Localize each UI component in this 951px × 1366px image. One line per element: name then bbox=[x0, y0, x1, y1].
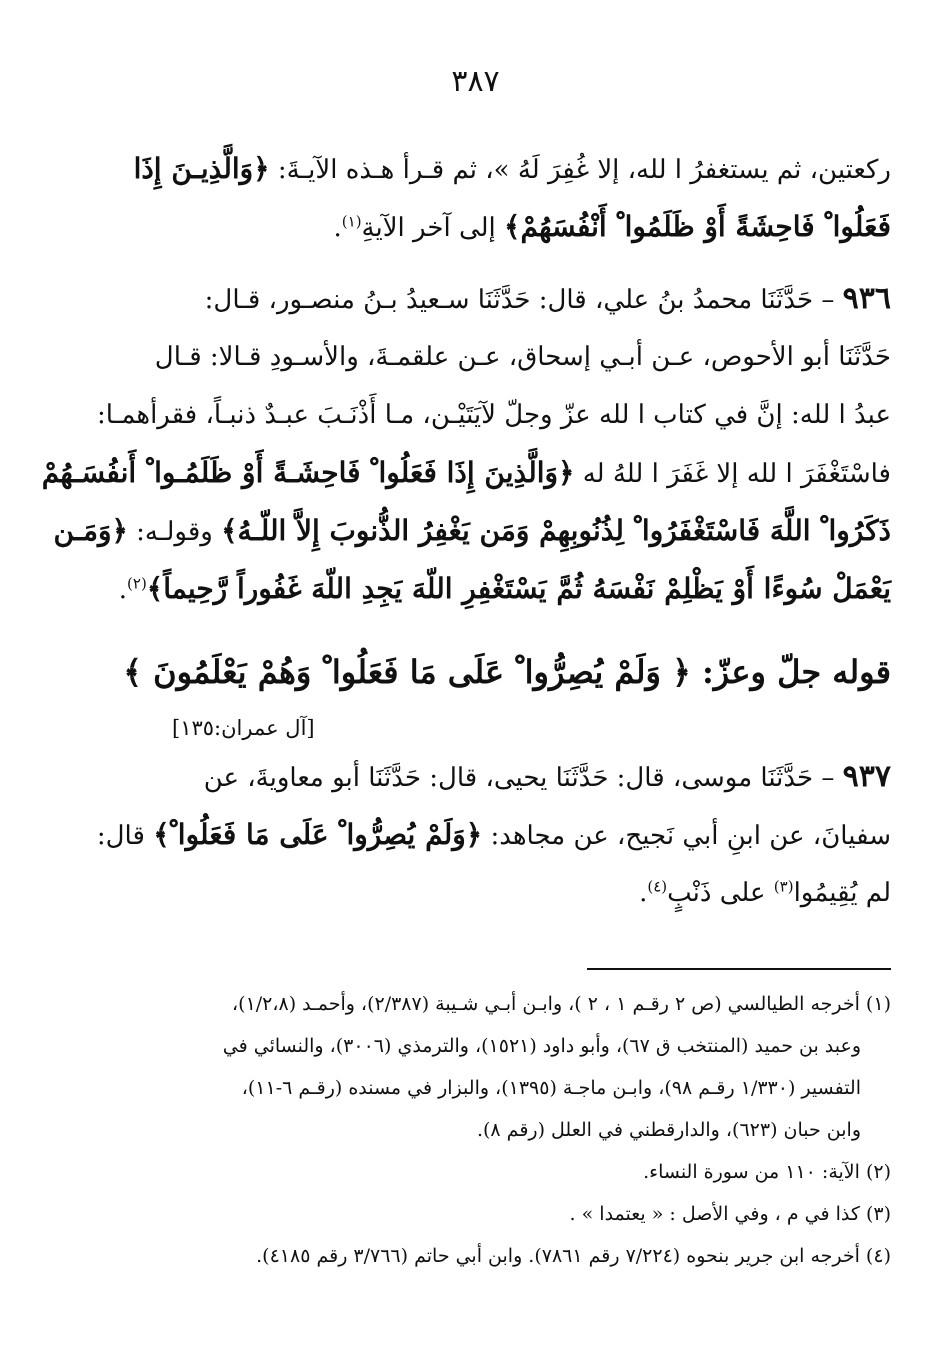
footnote-line: (٢) الآية: ١١٠ من سورة النساء. bbox=[643, 1161, 891, 1183]
text-run: على ذَنْبٍ bbox=[667, 878, 766, 908]
text-line bbox=[172, 270, 891, 328]
section-heading: قوله جلّ وعزّ: ﴿ وَلَمْ يُصِرُّوا ْ عَلَى مَا فَعَلُوا ْ وَهُمْ يَعْلَمُونَ ﴾ bbox=[123, 653, 891, 691]
footnote-ref: (١) bbox=[341, 212, 362, 231]
text-line bbox=[118, 560, 891, 618]
text-run: – حَدَّثَنَا موسى، قال: حَدَّثَنَا يحيى، قال: حَدَّثَنَا أبو معاويةَ، عن bbox=[203, 763, 835, 793]
text-line bbox=[97, 386, 891, 444]
text-run: . bbox=[333, 213, 342, 243]
text-run: . bbox=[639, 878, 648, 908]
hadith-number: ٩٣٧ bbox=[842, 759, 891, 794]
text-run: حَدَّثَنَا أبو الأحوص، عـن أبـي إسحاق، عـن علقمـةَ، والأسـودِ قـالا: قـال bbox=[154, 342, 891, 372]
text-run: وقولـه: bbox=[136, 517, 213, 547]
quran-verse: ﴿وَالَّذِينَ إِذَا فَعَلُوا ْ فَاحِشَـةً أَوْ ظَلَمُـوا ْ أَنفُسَـهُمْ bbox=[41, 456, 575, 489]
footnote-line: وابن حبان (٦٢٣)، والدارقطني في العلل (رقم ٨). bbox=[476, 1119, 861, 1141]
quran-verse: ﴿وَمَـن bbox=[53, 514, 128, 547]
text-line bbox=[41, 444, 891, 502]
footnote-ref: (٢) bbox=[127, 574, 147, 593]
text-run: عبدُ ا لله: إنَّ في كتاب ا لله عزّ وجلّ لآيَتَيْـن، مـا أَذْنَـبَ عبـدٌ ذنبـاً، فقرأهمـا: bbox=[97, 400, 891, 430]
page-number: ٣٨٧ bbox=[451, 64, 500, 99]
footnote-ref: (٣) bbox=[773, 877, 794, 896]
footnote-divider bbox=[587, 968, 891, 970]
footnote-line: (٤) أخرجه ابن جرير بنحوه (٧/٢٢٤ رقم ٧٨٦١). وابن أبي حاتم (٣/٧٦٦ رقم ٤١٨٥). bbox=[256, 1245, 891, 1267]
text-run: فاسْتَغْفَرَ ا لله إلا غَفَرَ ا للهُ له bbox=[582, 459, 891, 489]
footnote-line: (١) أخرجه الطيالسي (ص ٢ رقـم ١ ، ٢ )، وابـن أبـي شـيبة (٢/٣٨٧)، وأحمـد (١/٢،٨)، bbox=[232, 993, 891, 1015]
text-run: سفيانَ، عن ابنِ أبي نَجيح، عن مجاهد: bbox=[490, 821, 891, 851]
main-text bbox=[41, 140, 891, 922]
text-line bbox=[154, 328, 891, 386]
text-line bbox=[172, 198, 891, 256]
footnote-line: التفسير (١/٣٣٠ رقـم ٩٨)، وابـن ماجـة (١٣٩٥)، والبزار في مسنده (رقـم ٦-١١)، bbox=[241, 1077, 861, 1099]
text-line bbox=[172, 864, 891, 922]
footnotes bbox=[118, 983, 891, 1277]
text-line bbox=[172, 748, 891, 806]
text-run: لم يُقِيمُوا bbox=[793, 878, 891, 908]
quran-verse: يَعْمَلْ سُوءًا أَوْ يَظْلِمْ نَفْسَهُ ثُمَّ يَسْتَغْفِرِ اللّهَ يَجِدِ اللّهَ غَفُوراً رَّحِيماً﴾ bbox=[146, 572, 891, 605]
hadith-number: ٩٣٦ bbox=[842, 281, 891, 316]
quran-verse: ﴿وَلَمْ يُصِرُّوا ْ عَلَى مَا فَعَلُوا ْ﴾ bbox=[153, 818, 483, 851]
text-run: قال: bbox=[96, 821, 145, 851]
quran-verse: فَعَلُوا ْ فَاحِشَةً أَوْ ظَلَمُوا ْ أَنْفُسَهُمْ﴾ bbox=[504, 210, 891, 243]
text-line bbox=[133, 140, 891, 198]
quran-verse: ذَكَرُوا ْ اللَّهَ فَاسْتَغْفَرُوا ْ لِذُنُوبِهِمْ وَمَن يَغْفِرُ الذُّنوبَ إِلاَّ اللّـهُ﴾ bbox=[221, 514, 891, 547]
text-run: ركعتين، ثم يستغفرُ ا لله، إلا غُفِرَ لَهُ »، ثم قـرأ هـذه الآيـةَ: bbox=[277, 155, 891, 185]
quran-verse: ﴿وَالَّذِيـنَ إِذَا bbox=[133, 152, 270, 185]
text-run: – حَدَّثَنَا محمدُ بنُ علي، قال: حَدَّثَنَا سـعيدُ بـنُ منصـور، قـال: bbox=[204, 285, 835, 315]
footnote-line: وعبد بن حميد (المنتخب ق ٦٧)، وأبو داود (١٥٢١)، والترمذي (٣٠٠٦)، والنسائي في bbox=[222, 1035, 861, 1057]
text-line bbox=[53, 502, 891, 560]
footnote-ref: (٤) bbox=[647, 877, 668, 896]
footnote-line: (٣) كذا في م ، وفي الأصل : « يعتمدا » . bbox=[569, 1203, 891, 1225]
text-run: . bbox=[118, 575, 128, 605]
text-line bbox=[96, 806, 891, 864]
text-run: إلى آخر الآيةِ bbox=[361, 213, 496, 243]
verse-reference: [آل عمران:١٣٥] bbox=[172, 716, 315, 740]
